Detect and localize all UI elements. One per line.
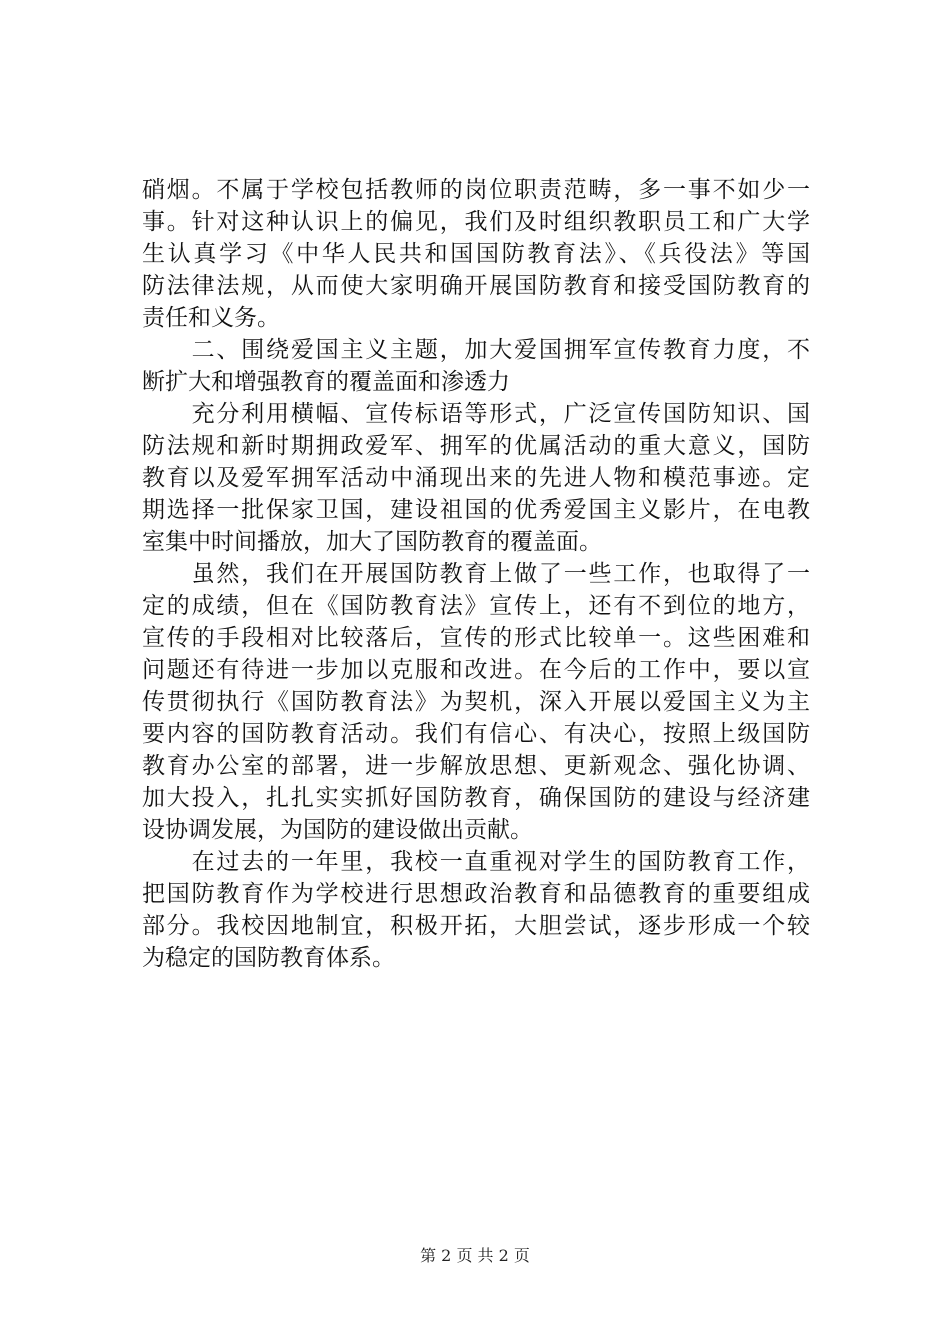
body-text-line: 在过去的一年里，我校一直重视对学生的国防教育工作， — [142, 849, 810, 875]
body-text-line: 问题还有待进一步加以克服和改进。在今后的工作中，要以宣 — [142, 657, 810, 683]
body-text-line: 防法律法规，从而使大家明确开展国防教育和接受国防教育的 — [142, 273, 810, 299]
body-text-line: 期选择一批保家卫国，建设祖国的优秀爱国主义影片，在电教 — [142, 497, 810, 523]
body-text-line: 把国防教育作为学校进行思想政治教育和品德教育的重要组成 — [142, 881, 810, 907]
document-body — [142, 174, 810, 974]
body-text-line: 断扩大和增强教育的覆盖面和渗透力 — [142, 369, 510, 395]
body-text-line: 教育以及爱军拥军活动中涌现出来的先进人物和模范事迹。定 — [142, 465, 810, 491]
body-text-line: 生认真学习《中华人民共和国国防教育法》、《兵役法》等国 — [142, 241, 810, 267]
body-text-line: 责任和义务。 — [142, 305, 280, 331]
body-text-line: 宣传的手段相对比较落后，宣传的形式比较单一。这些困难和 — [142, 625, 810, 651]
body-text-line: 室集中时间播放，加大了国防教育的覆盖面。 — [142, 529, 602, 555]
body-text-line: 事。针对这种认识上的偏见，我们及时组织教职员工和广大学 — [142, 209, 810, 235]
body-text-line: 传贯彻执行《国防教育法》为契机，深入开展以爱国主义为主 — [142, 689, 810, 715]
body-text-line: 防法规和新时期拥政爱军、拥军的优属活动的重大意义，国防 — [142, 433, 810, 459]
body-text-line: 部分。我校因地制宜，积极开拓，大胆尝试，逐步形成一个较 — [142, 913, 810, 939]
body-text-line: 为稳定的国防教育体系。 — [142, 945, 395, 971]
body-text-line: 教育办公室的部署，进一步解放思想、更新观念、强化协调、 — [142, 753, 810, 779]
body-text-line: 充分利用横幅、宣传标语等形式，广泛宣传国防知识、国 — [142, 401, 810, 427]
body-text-line: 硝烟。不属于学校包括教师的岗位职责范畴，多一事不如少一 — [142, 177, 810, 203]
body-text-line: 设协调发展，为国防的建设做出贡献。 — [142, 817, 533, 843]
body-text-line: 定的成绩，但在《国防教育法》宣传上，还有不到位的地方， — [142, 593, 810, 619]
page-number-footer: 第 2 页 共 2 页 — [420, 1246, 530, 1265]
body-text-line: 二、围绕爱国主义主题，加大爱国拥军宣传教育力度，不 — [142, 337, 810, 363]
body-text-line: 要内容的国防教育活动。我们有信心、有决心，按照上级国防 — [142, 721, 810, 747]
body-text-line: 虽然，我们在开展国防教育上做了一些工作，也取得了一 — [142, 561, 810, 587]
body-text-line: 加大投入，扎扎实实抓好国防教育，确保国防的建设与经济建 — [142, 785, 810, 811]
